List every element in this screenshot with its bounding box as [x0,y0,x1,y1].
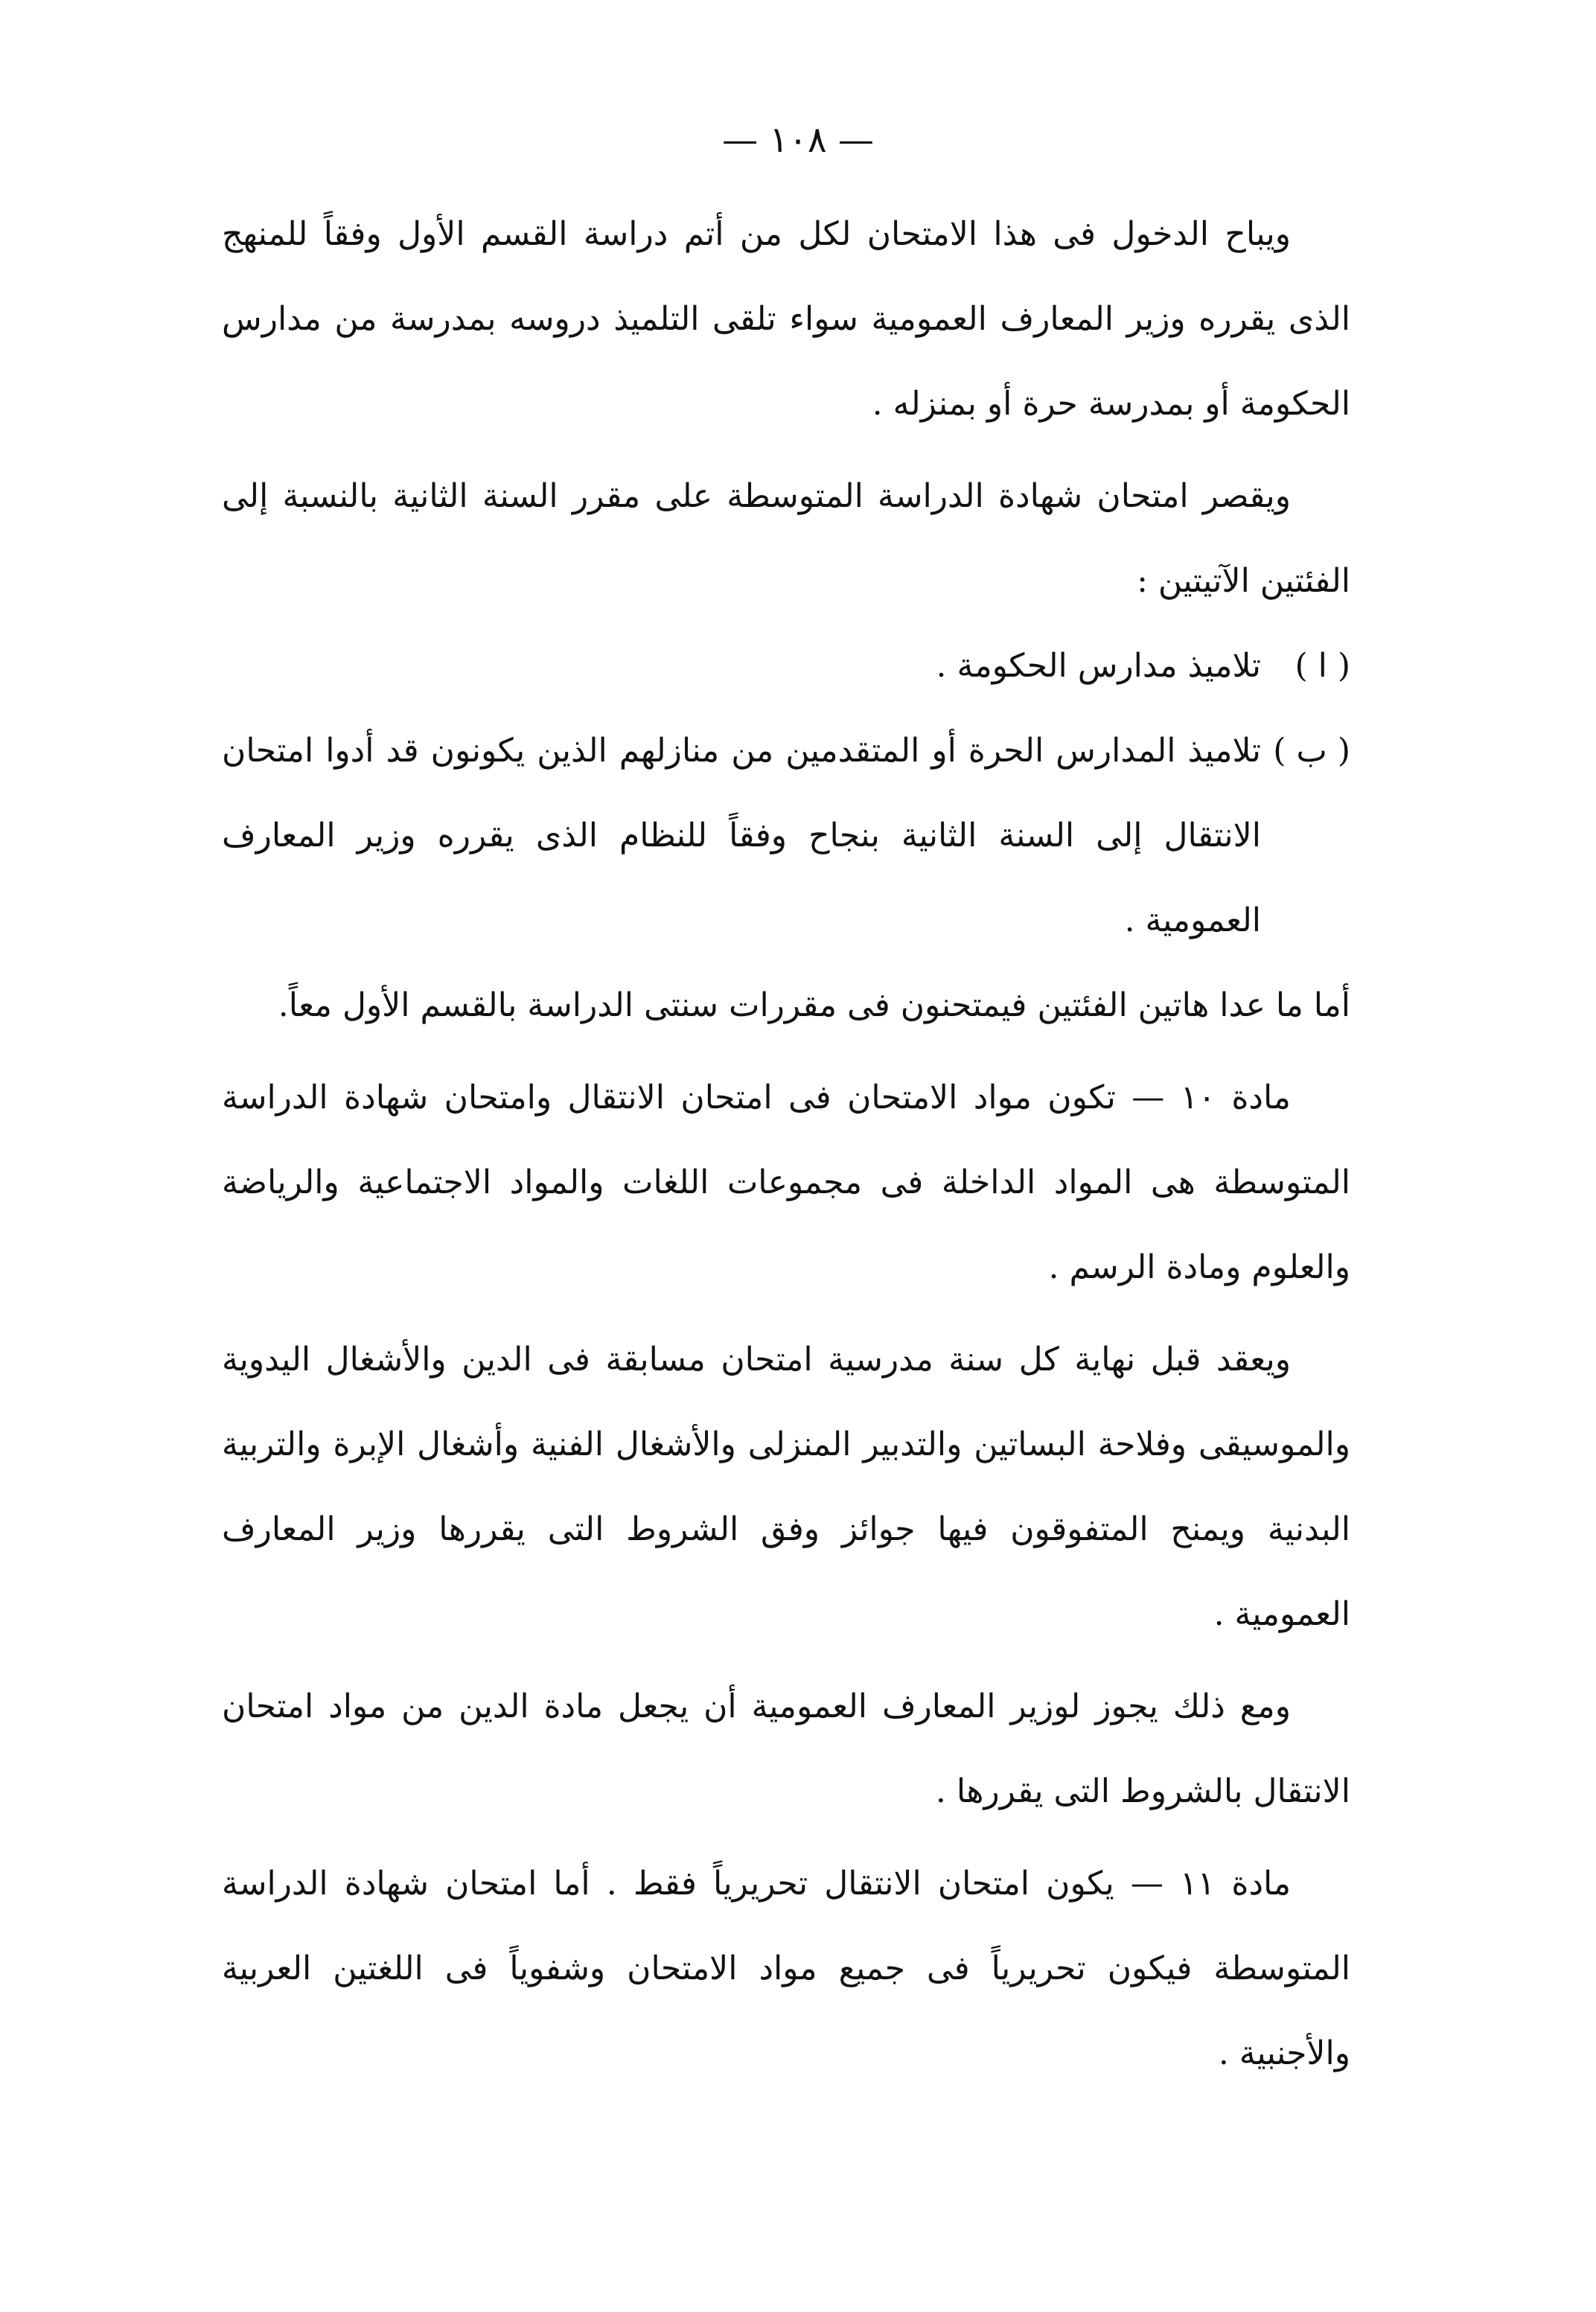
list-text-b: تلاميذ المدارس الحرة أو المتقدمين من منازلهم الذين يكونون قد أدوا امتحان الانتقال إلى السنة الثانية بنجاح وفقاً للنظام الذى يقرره وزير المعارف العمومية . [222,732,1261,939]
list-marker-a: ( ا ) [1295,647,1350,685]
list-text-a: تلاميذ مدارس الحكومة . [936,647,1261,685]
page-number: — ١٠٨ — [722,119,874,161]
list-item-b [222,709,1350,963]
paragraph-article-10: مادة ١٠ — تكون مواد الامتحان فى امتحان الانتقال وامتحان شهادة الدراسة المتوسطة هى المواد الداخلة فى مجموعات اللغات والمواد الاجتماعية والرياضة والعلوم ومادة الرسم . [222,1079,1350,1286]
paragraph-religion: ومع ذلك يجوز لوزير المعارف العمومية أن يجعل مادة الدين من مواد امتحان الانتقال بالشروط التى يقررها . [222,1687,1350,1810]
paragraph-others: أما ما عدا هاتين الفئتين فيمتحنون فى مقررات سنتى الدراسة بالقسم الأول معاً. [278,986,1350,1024]
paragraph-article-11: مادة ١١ — يكون امتحان الانتقال تحريرياً فقط . أما امتحان شهادة الدراسة المتوسطة فيكون تحريرياً فى جميع مواد الامتحان وشفوياً فى اللغتين العربية والأجنبية . [222,1865,1350,2072]
paragraph-exam-scope: ويقصر امتحان شهادة الدراسة المتوسطة على مقرر السنة الثانية بالنسبة إلى الفئتين الآتيتين : [222,477,1350,600]
list-marker-b: ( ب ) [1273,732,1350,770]
paragraph-competition: ويعقد قبل نهاية كل سنة مدرسية امتحان مسابقة فى الدين والأشغال اليدوية والموسيقى وفلاحة البساتين والتدبير المنزلى والأشغال الفنية وأشغال الإبرة والتربية البدنية ويمنح المتفوقون فيها جوائز وفق الشروط التى يقررها وزير المعارف العمومية . [222,1341,1350,1633]
list-item-a [222,624,1350,709]
paragraph-admission: ويباح الدخول فى هذا الامتحان لكل من أتم دراسة القسم الأول وفقاً للمنهج الذى يقرره وزير المعارف العمومية سواء تلقى التلميذ دروسه بمدرسة من مدارس الحكومة أو بمدرسة حرة أو بمنزله . [222,215,1350,423]
body-text [222,192,1350,2096]
